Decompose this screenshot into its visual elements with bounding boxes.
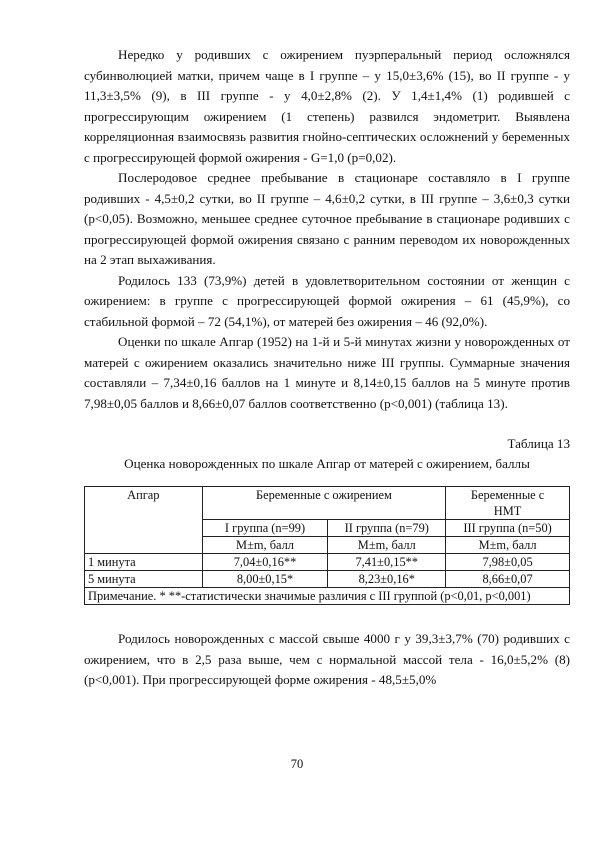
paragraph: Родилось новорожденных с массой свыше 4000 г у 39,3±3,7% (70) родивших с ожирением, что в 2,5 раза выше, чем с нормальной массой тела - 16,0±5,2% (8) (p<0,001). При прогрессирующей форме ожирения - 48,5±5,0% [84,631,570,687]
paragraph: Родилось 133 (73,9%) детей в удовлетворительном состоянии от женщин с ожирением: в группе с прогрессирующей формой ожирения – 61 (45,9%), со стабильной формой – 72 (54,1%), от матерей без ожирения – 46 (92,0%). [84,272,570,329]
row-label: 5 минута [85,571,203,588]
row-label: 1 минута [85,554,203,571]
cell-group-2: 8,23±0,16* [328,571,446,588]
unit-3: M±m, балл [446,537,570,554]
paragraph: Нередко у родивших с ожирением пуэрперальный период осложнялся субинволюцией матки, причем чаще в I группе – у 15,0±3,6% (15), во II группе - у 11,3±3,5% (9), в III группе - у 4,0±2,8% (2). У 1,4±1,4% (1) родившей с прогрессирующим ожирением (1 степень) развился эндометрит. Выявлена корреляционная взаимосвязь развития гнойно-септических осложнений у беременных с прогрессирующей формой ожирения - G=1,0 (p=0,02). [84,47,570,165]
unit-2: M±m, балл [328,537,446,554]
apgar-table [84,486,570,605]
table-number: Таблица 13 [507,436,570,451]
document-page [84,45,570,691]
cell-group-1: 7,04±0,16** [202,554,328,571]
group-1-header: I группа (n=99) [202,520,328,537]
spacer [84,414,570,434]
cell-group-1: 8,00±0,15* [202,571,328,588]
unit-1: M±m, балл [202,537,328,554]
header-nmt: Беременные с НМТ [446,487,570,520]
table-row [85,554,570,571]
table-row [85,571,570,588]
group-3-header: III группа (n=50) [446,520,570,537]
header-obese: Беременные с ожирением [202,487,446,520]
paragraph: Оценки по шкале Апгар (1952) на 1-й и 5-й минутах жизни у новорожденных от матерей с ожирением оказались значительно ниже III группы. Суммарные значения составляли – 7,34±0,16 баллов на 1 минуте и 8,14±0,15 баллов на 5 минуте против 7,98±0,05 баллов и 8,66±0,07 баллов соответственно (p<0,001) (таблица 13). [84,334,570,411]
cell-group-3: 8,66±0,07 [446,571,570,588]
header-apgar: Апгар [85,487,203,554]
page-number: 70 [290,757,304,771]
group-2-header: II группа (n=79) [328,520,446,537]
cell-group-3: 7,98±0,05 [446,554,570,571]
cell-group-2: 7,41±0,15** [328,554,446,571]
paragraph: Послеродовое среднее пребывание в стационаре составляло в I группе родивших - 4,5±0,2 сутки, во II группе – 4,6±0,2 сутки, в III группе – 3,6±0,3 сутки (p<0,05). Возможно, меньшее среднее суточное пребывание в стационаре родивших с прогрессирующей формой ожирения связано с ранним переводом их новорожденных на 2 этап выхаживания. [84,170,570,267]
table-note: Примечание. * **-статистически значимые различия с III группой (p<0,01, p<0,001) [85,588,570,605]
table-title: Оценка новорожденных по шкале Апгар от матерей с ожирением, баллы [124,456,530,471]
spacer [84,605,570,629]
